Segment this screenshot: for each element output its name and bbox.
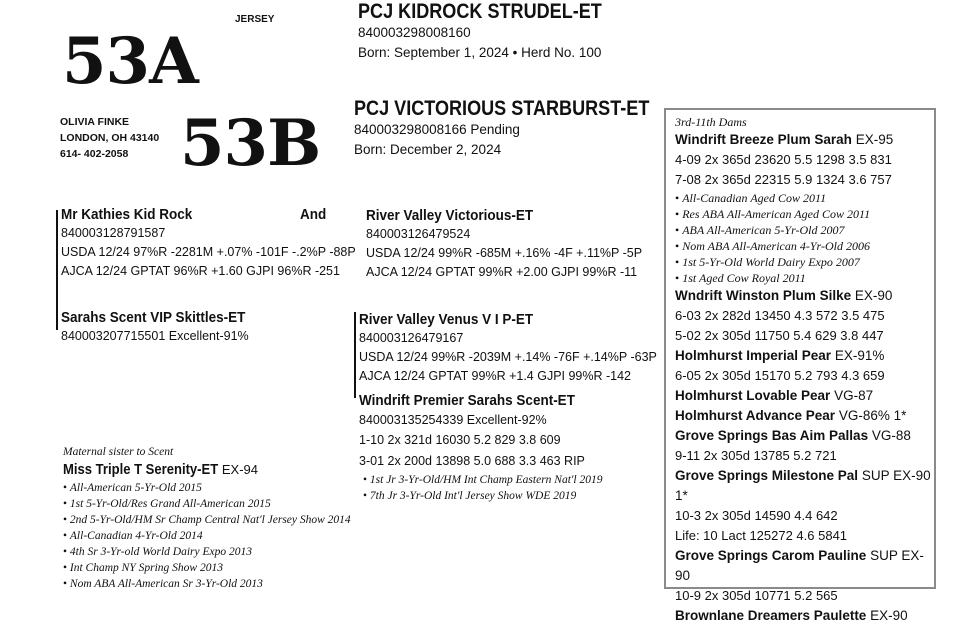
dam-9-class: EX-90 — [870, 608, 908, 623]
dam-6-class: VG-88 — [871, 428, 911, 443]
consignor-name: OLIVIA FINKE — [60, 116, 130, 128]
animal-a-block — [358, 0, 642, 63]
dam-9-name: Brownlane Dreamers Paulette — [675, 608, 867, 623]
dam-2-record-2: 5-02 2x 305d 11750 5.4 629 3.8 447 — [675, 328, 884, 343]
granddam-record-1: 1-10 2x 321d 16030 5.2 829 3.8 609 — [359, 433, 561, 447]
lot-number-b: 53B — [180, 106, 321, 181]
lot-number-a: 53A — [62, 24, 198, 99]
consignor-location: LONDON, OH 43140 — [60, 132, 160, 144]
sister-block — [63, 444, 351, 592]
mgs-usda: USDA 12/24 99%R -2039M +.14% -76F +.14%P -63P — [359, 350, 657, 364]
dam-8-record-1: 10-9 2x 305d 10771 5.2 565 — [675, 588, 838, 603]
dam-2-record-1: 6-03 2x 282d 13450 4.3 572 3.5 475 — [675, 308, 885, 323]
granddam-award: • 7th Jr 3-Yr-Old Int'l Jersey Show WDE 2019 — [363, 488, 602, 504]
dam-6-name: Grove Springs Bas Aim Pallas — [675, 428, 869, 443]
and-label: And — [300, 206, 327, 223]
dam-8-class: SUP EX-90 — [675, 548, 924, 583]
animal-b-born: Born: December 2, 2024 — [354, 142, 502, 157]
dam-4-class: VG-87 — [834, 388, 874, 403]
mgs-reg: 840003126479167 — [359, 331, 464, 345]
dam-5-class: VG-86% 1* — [838, 408, 907, 423]
dam-block — [61, 309, 266, 346]
granddam-award: • 1st Jr 3-Yr-Old/HM Int Champ Eastern Nat'l 2019 — [363, 472, 602, 488]
sire-b-ajca: AJCA 12/24 GPTAT 99%R +2.00 GJPI 99%R -11 — [366, 265, 638, 279]
dams-box-header: 3rd-11th Dams — [675, 115, 747, 129]
sire-a-ajca: AJCA 12/24 GPTAT 96%R +1.60 GJPI 96%R -251 — [61, 264, 340, 278]
dam-1-award: • All-Canadian Aged Cow 2011 — [675, 190, 934, 206]
dam-2-class: EX-90 — [854, 288, 893, 303]
dams-box-content — [675, 114, 934, 626]
pedigree-bar-mgs — [354, 312, 356, 398]
sister-heading — [63, 460, 351, 480]
mgs-name: River Valley Venus V I P-ET — [359, 311, 534, 328]
animal-b-reg: 840003298008166 Pending — [354, 122, 520, 137]
animal-b-name: PCJ VICTORIOUS STARBURST-ET — [354, 97, 650, 120]
sister-award: • 2nd 5-Yr-Old/HM Sr Champ Central Nat'l Jersey Show 2014 — [63, 512, 351, 528]
granddam-record-2: 3-01 2x 200d 13898 5.0 688 3.3 463 RIP — [359, 454, 585, 468]
sire-a-reg: 840003128791587 — [61, 226, 166, 240]
dam-1-record-2: 7-08 2x 365d 22315 5.9 1324 3.6 757 — [675, 172, 892, 187]
sire-a-name: Mr Kathies Kid Rock — [61, 206, 193, 223]
sire-a-usda: USDA 12/24 97%R -2281M +.07% -101F -.2%P -88P — [61, 245, 356, 259]
sister-class: EX-94 — [221, 462, 259, 477]
dam-1-award: • 1st 5-Yr-Old World Dairy Expo 2007 — [675, 254, 934, 270]
dam-1-class: EX-95 — [855, 132, 894, 147]
sister-award: • Nom ABA All-American Sr 3-Yr-Old 2013 — [63, 576, 351, 592]
dam-3-record-1: 6-05 2x 305d 15170 5.2 793 4.3 659 — [675, 368, 885, 383]
dam-name: Sarahs Scent VIP Skittles-ET — [61, 309, 246, 326]
animal-a-name: PCJ KIDROCK STRUDEL-ET — [358, 0, 602, 23]
sister-award: • 4th Sr 3-Yr-old World Dairy Expo 2013 — [63, 544, 351, 560]
sister-award: • All-Canadian 4-Yr-Old 2014 — [63, 528, 351, 544]
dam-1-record-1: 4-09 2x 365d 23620 5.5 1298 3.5 831 — [675, 152, 892, 167]
pedigree-bar-dam — [56, 210, 58, 330]
dam-1-award: • Nom ABA All-American 4-Yr-Old 2006 — [675, 238, 934, 254]
sire-b-block — [366, 207, 642, 282]
granddam-block — [359, 392, 602, 504]
granddam-name: Windrift Premier Sarahs Scent-ET — [359, 392, 575, 409]
sire-b-reg: 840003126479524 — [366, 227, 471, 241]
dam-1-name: Windrift Breeze Plum Sarah — [675, 132, 852, 147]
dam-7-life: Life: 10 Lact 125272 4.6 5841 — [675, 528, 848, 543]
dam-reg: 840003207715501 Excellent-91% — [61, 329, 249, 343]
dam-1-award: • Res ABA All-American Aged Cow 2011 — [675, 206, 934, 222]
dam-3-class: EX-91% — [834, 348, 885, 363]
sister-award: • All-American 5-Yr-Old 2015 — [63, 480, 351, 496]
dam-7-class: SUP EX-90 1* — [675, 468, 931, 503]
dam-6-record-1: 9-11 2x 305d 13785 5.2 721 — [675, 448, 837, 463]
animal-a-born: Born: September 1, 2024 • Herd No. 100 — [358, 45, 602, 60]
animal-b-block — [354, 97, 697, 160]
dam-3-name: Holmhurst Imperial Pear — [675, 348, 832, 363]
dams-box — [664, 108, 936, 623]
sire-b-name: River Valley Victorious-ET — [366, 207, 534, 224]
sister-note: Maternal sister to Scent — [63, 446, 174, 458]
sister-award: • Int Champ NY Spring Show 2013 — [63, 560, 351, 576]
dam-5-name: Holmhurst Advance Pear — [675, 408, 836, 423]
sister-award: • 1st 5-Yr-Old/Res Grand All-American 2015 — [63, 496, 351, 512]
dam-1-award: • ABA All-American 5-Yr-Old 2007 — [675, 222, 934, 238]
animal-a-reg: 840003298008160 — [358, 25, 471, 40]
sire-b-usda: USDA 12/24 99%R -685M +.16% -4F +.11%P -5P — [366, 246, 643, 260]
dam-7-name: Grove Springs Milestone Pal — [675, 468, 859, 483]
granddam-reg: 840003135254339 Excellent-92% — [359, 413, 547, 427]
dam-entry-name — [675, 130, 934, 150]
dam-2-name: Wndrift Winston Plum Silke — [675, 288, 852, 303]
consignor-phone: 614- 402-2058 — [60, 148, 129, 160]
dam-7-record-1: 10-3 2x 305d 14590 4.4 642 — [675, 508, 838, 523]
consignor-block — [60, 114, 159, 162]
sister-name: Miss Triple T Serenity-ET — [63, 462, 219, 478]
dam-8-name: Grove Springs Carom Pauline — [675, 548, 867, 563]
mgs-ajca: AJCA 12/24 GPTAT 99%R +1.4 GJPI 99%R -142 — [359, 369, 632, 383]
dam-4-name: Holmhurst Lovable Pear — [675, 388, 831, 403]
dam-1-award: • 1st Aged Cow Royal 2011 — [675, 270, 934, 286]
breed-label: JERSEY — [235, 14, 275, 25]
mgs-block — [359, 311, 657, 386]
